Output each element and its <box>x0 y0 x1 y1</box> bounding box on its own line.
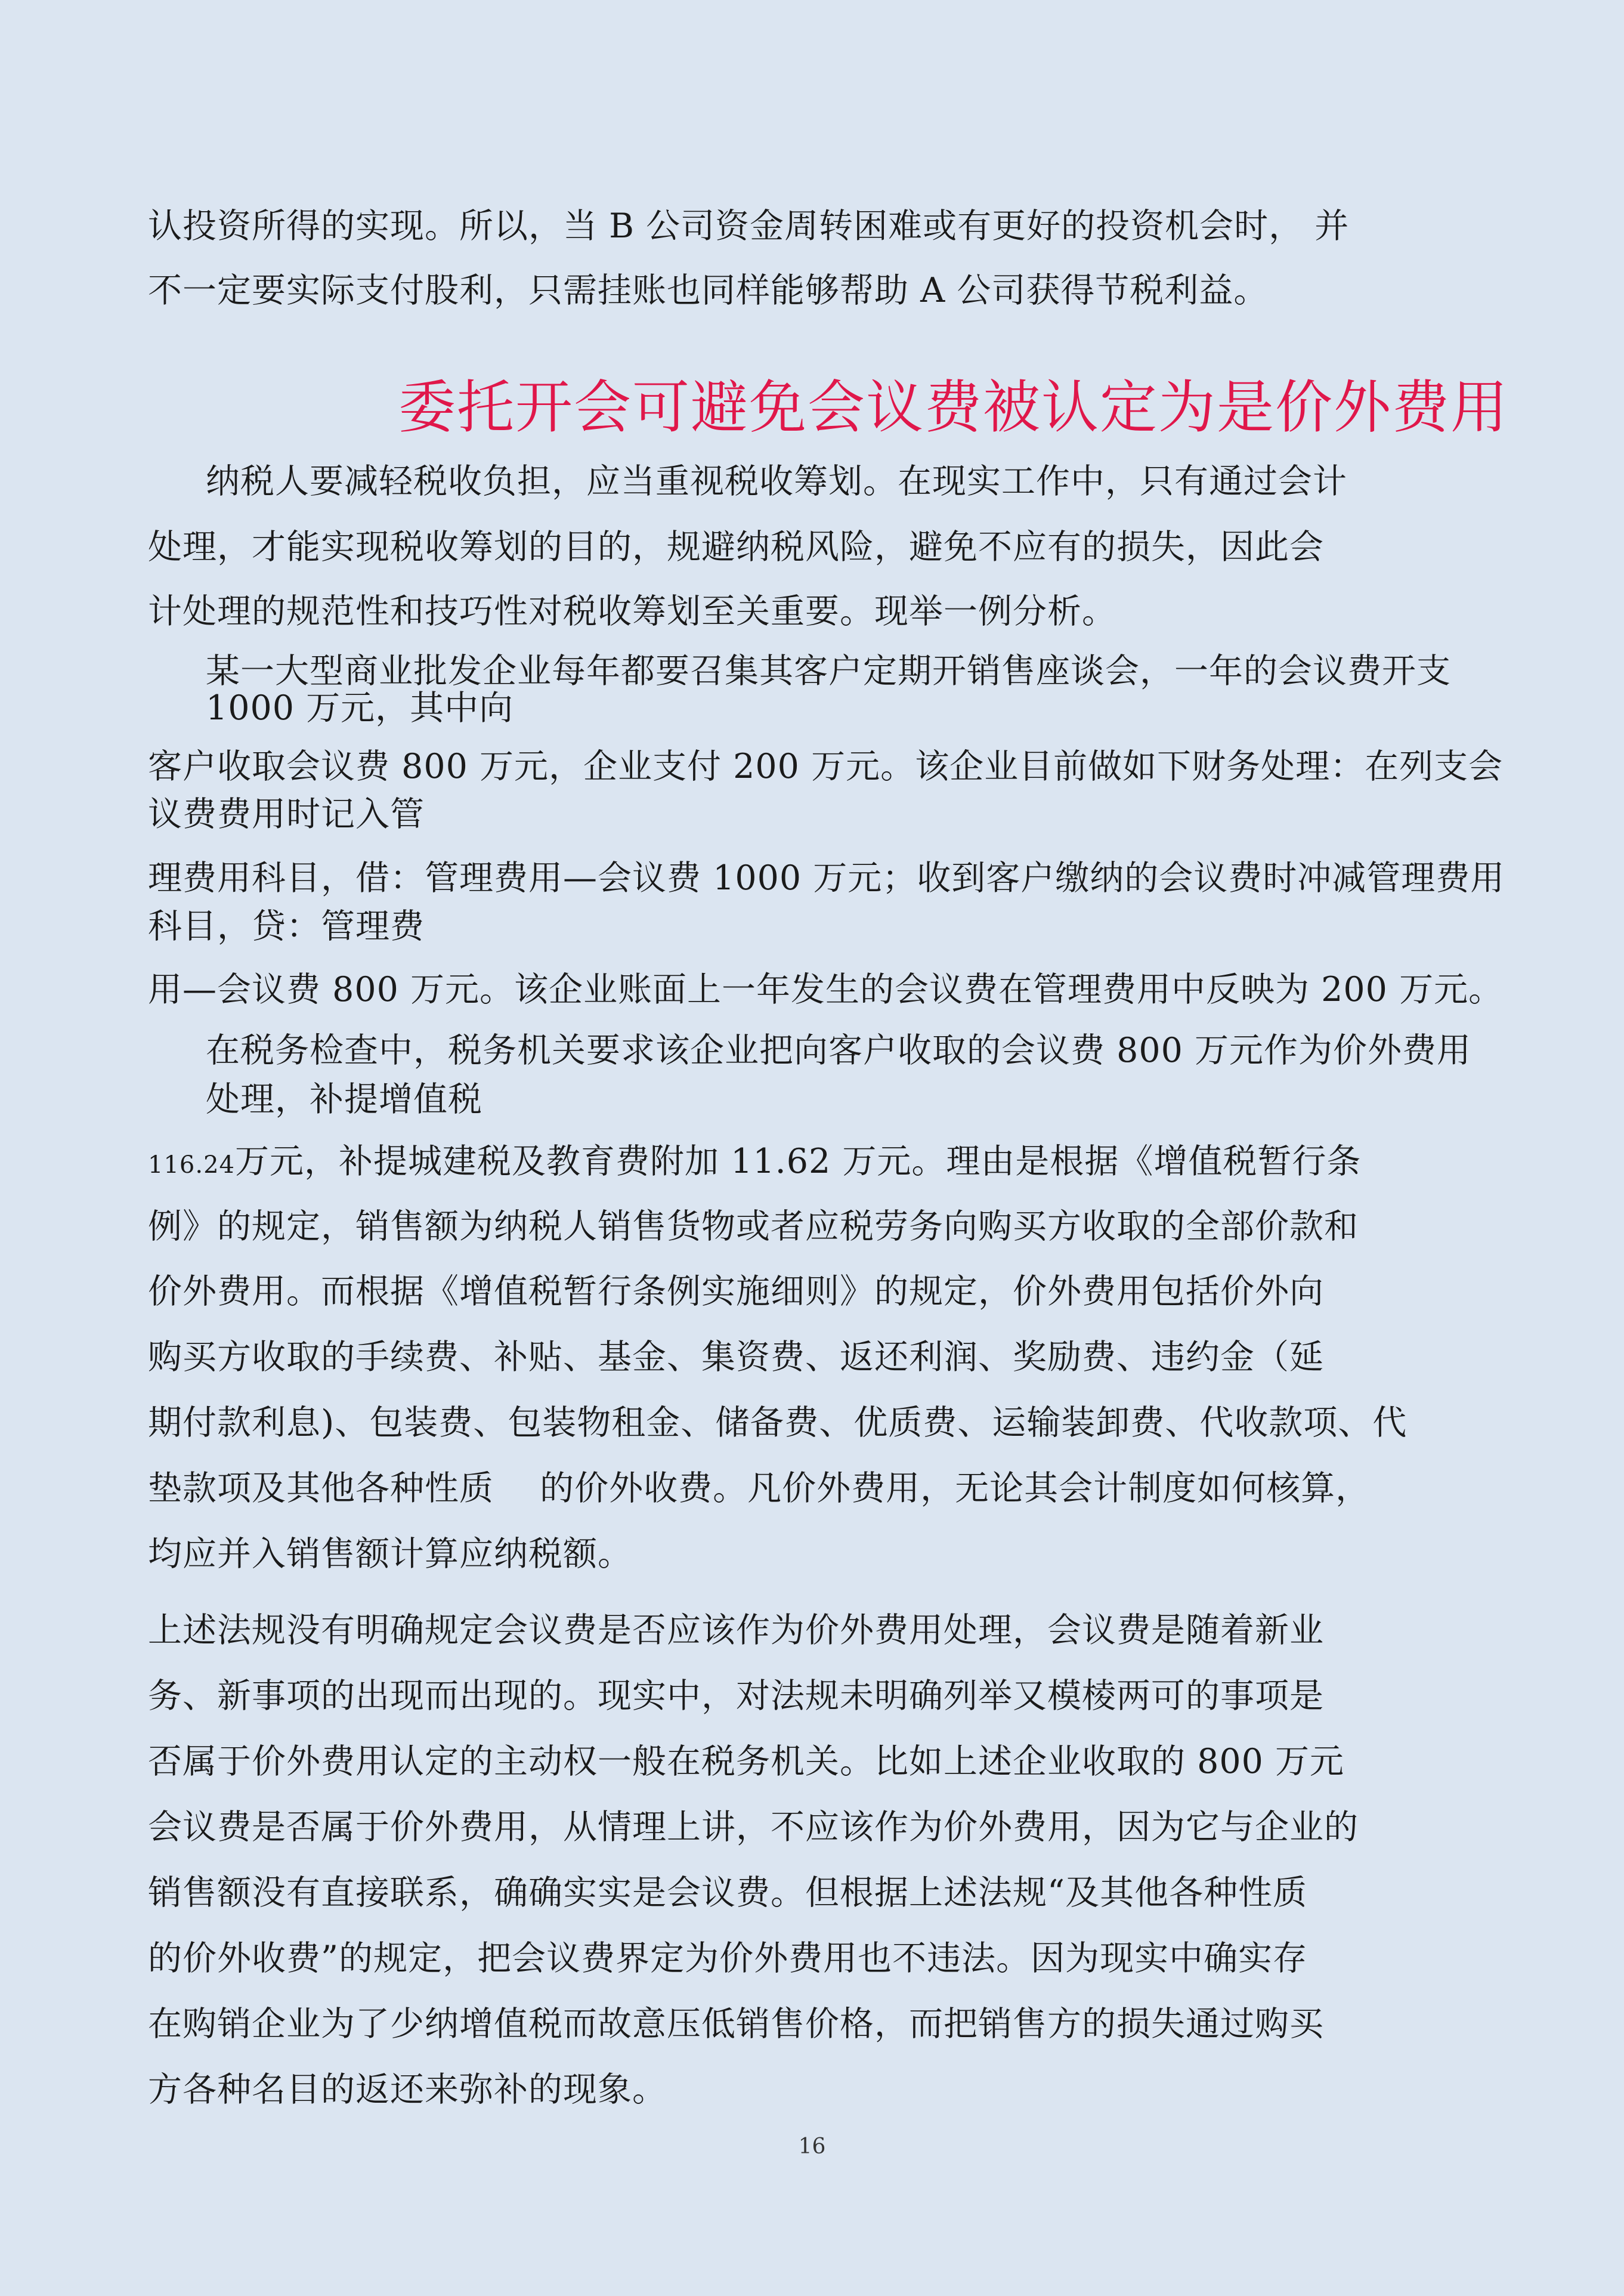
para3-line-2: 处理，补提增值税 <box>206 1080 482 1119</box>
para1-line-3: 计处理的规范性和技巧性对税收筹划至关重要。现举一例分析。 <box>148 592 1116 631</box>
para4-line-3: 否属于价外费用认定的主动权一般在税务机关。比如上述企业收取的 800 万元 <box>148 1742 1345 1781</box>
section-title: 委托开会可避免会议费被认定为是价外费用 <box>398 374 1509 441</box>
para3-line-6: 购买方收取的手续费、补贴、基金、集资费、返还利润、奖励费、违约金（延 <box>148 1337 1324 1377</box>
para2-line-1: 某一大型商业批发企业每年都要召集其客户定期开销售座谈会，一年的会议费开支 <box>206 651 1451 691</box>
para3-line-8: 垫款项及其他各种性质 的价外收费。凡价外费用，无论其会计制度如何核算， <box>148 1469 1371 1508</box>
para2-line-4: 议费费用时记入管 <box>148 795 425 834</box>
intro-line-1: 认投资所得的实现。所以，当 B 公司资金周转困难或有更好的投资机会时， 并 <box>148 206 1350 246</box>
para2-line-7: 用—会议费 800 万元。该企业账面上一年发生的会议费在管理费用中反映为 200 万元。 <box>148 970 1504 1009</box>
para2-line-3: 客户收取会议费 800 万元，企业支付 200 万元。该企业目前做如下财务处理：在列支会 <box>148 747 1504 786</box>
para4-line-2: 务、新事项的出现而出现的。现实中，对法规未明确列举又模棱两可的事项是 <box>148 1676 1324 1716</box>
para4-line-7: 在购销企业为了少纳增值税而故意压低销售价格，而把销售方的损失通过购买 <box>148 2004 1324 2044</box>
para4-line-4: 会议费是否属于价外费用，从情理上讲，不应该作为价外费用，因为它与企业的 <box>148 1807 1359 1847</box>
para1-line-1: 纳税人要减轻税收负担，应当重视税收筹划。在现实工作中，只有通过会计 <box>206 462 1347 501</box>
para3-line-3-rest: 万元，补提城建税及教育费附加 11.62 万元。理由是根据《增值税暂行条 <box>234 1142 1362 1181</box>
para4-line-6: 的价外收费”的规定，把会议费界定为价外费用也不违法。因为现实中确实存 <box>148 1939 1308 1978</box>
para3-amount: 116.24 <box>148 1151 235 1179</box>
page-number: 16 <box>798 2134 826 2159</box>
para4-line-1: 上述法规没有明确规定会议费是否应该作为价外费用处理，会议费是随着新业 <box>148 1611 1324 1650</box>
para3-line-1: 在税务检查中，税务机关要求该企业把向客户收取的会议费 800 万元作为价外费用 <box>206 1031 1472 1070</box>
intro-line-2: 不一定要实际支付股利，只需挂账也同样能够帮助 A 公司获得节税利益。 <box>148 271 1269 310</box>
para3-line-5: 价外费用。而根据《增值税暂行条例实施细则》的规定，价外费用包括价外向 <box>148 1272 1324 1311</box>
para2-line-5: 理费用科目，借：管理费用—会议费 1000 万元；收到客户缴纳的会议费时冲减管理费用 <box>148 858 1505 898</box>
para3-line-3 <box>148 1141 1361 1186</box>
para2-line-6: 科目，贷：管理费 <box>148 907 425 946</box>
para2-line-2: 1000 万元，其中向 <box>206 688 514 728</box>
para3-line-4: 例》的规定，销售额为纳税人销售货物或者应税劳务向购买方收取的全部价款和 <box>148 1207 1359 1246</box>
para4-line-8: 方各种名目的返还来弥补的现象。 <box>148 2070 667 2109</box>
para3-line-9: 均应并入销售额计算应纳税额。 <box>148 1534 632 1574</box>
para3-line-7: 期付款利息)、包装费、包装物租金、储备费、优质费、运输装卸费、代收款项、代 <box>148 1403 1408 1442</box>
para1-line-2: 处理，才能实现税收筹划的目的，规避纳税风险，避免不应有的损失，因此会 <box>148 527 1324 567</box>
para4-line-5: 销售额没有直接联系，确确实实是会议费。但根据上述法规“及其他各种性质 <box>148 1873 1308 1912</box>
